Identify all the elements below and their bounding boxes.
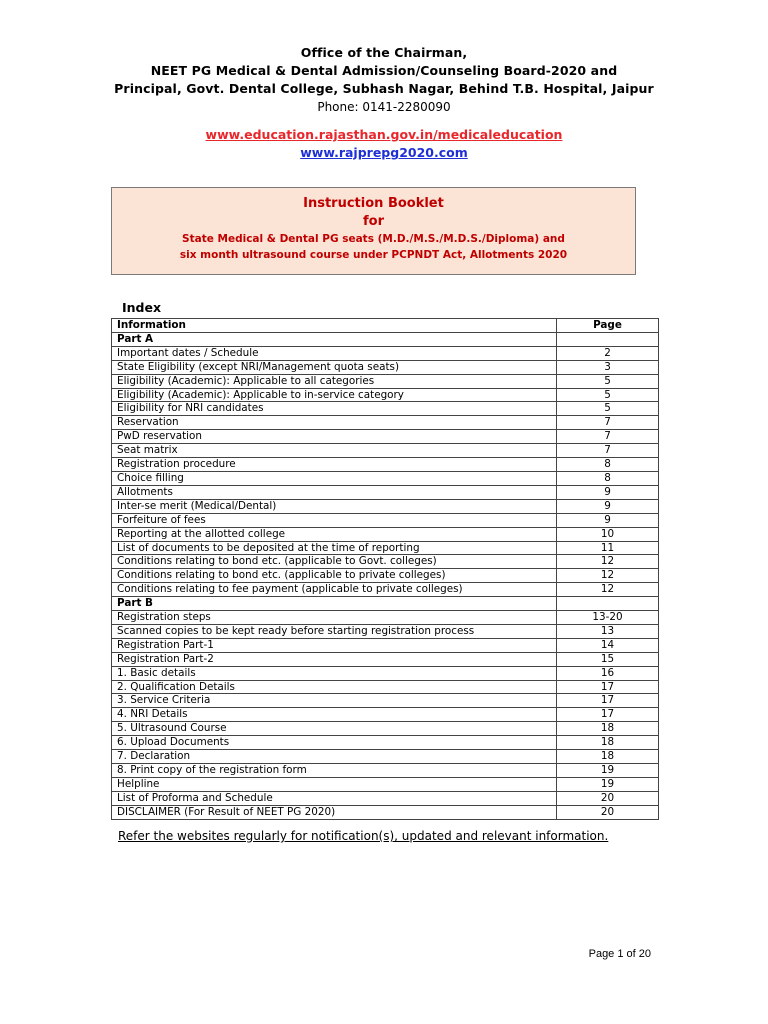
index-page-cell: 17	[557, 680, 659, 694]
website-links	[0, 126, 768, 162]
index-information-cell: Registration steps	[112, 611, 557, 625]
index-information-cell: 3. Service Criteria	[112, 694, 557, 708]
table-row	[112, 388, 659, 402]
board-line: NEET PG Medical & Dental Admission/Counseling Board-2020 and	[150, 63, 618, 78]
index-page-cell: 13-20	[557, 611, 659, 625]
rajprepg-website-link[interactable]: www.rajprepg2020.com	[300, 145, 468, 160]
instruction-booklet-box	[111, 187, 636, 275]
index-information-cell: 5. Ultrasound Course	[112, 722, 557, 736]
table-row	[112, 527, 659, 541]
address-line: Principal, Govt. Dental College, Subhash Nagar, Behind T.B. Hospital, Jaipur	[114, 81, 654, 96]
index-information-cell: List of Proforma and Schedule	[112, 791, 557, 805]
table-row	[112, 541, 659, 555]
index-information-cell: Forfeiture of fees	[112, 513, 557, 527]
index-page-cell: 8	[557, 471, 659, 485]
education-website-link[interactable]: www.education.rajasthan.gov.in/medicaleducation	[205, 127, 563, 142]
index-information-cell: Helpline	[112, 777, 557, 791]
index-page-cell: 20	[557, 791, 659, 805]
letterhead	[0, 44, 768, 116]
table-row	[112, 722, 659, 736]
table-row	[112, 402, 659, 416]
index-information-cell: Inter-se merit (Medical/Dental)	[112, 499, 557, 513]
index-page-cell: 7	[557, 444, 659, 458]
booklet-title: Instruction Booklet	[303, 196, 444, 211]
index-page-cell: 10	[557, 527, 659, 541]
index-page-cell: 19	[557, 764, 659, 778]
index-information-cell: Important dates / Schedule	[112, 346, 557, 360]
index-information-cell: List of documents to be deposited at the time of reporting	[112, 541, 557, 555]
index-page-cell: 9	[557, 513, 659, 527]
index-information-cell: Eligibility (Academic): Applicable to all categories	[112, 374, 557, 388]
index-information-cell: Registration procedure	[112, 458, 557, 472]
index-information-cell: Conditions relating to bond etc. (applicable to private colleges)	[112, 569, 557, 583]
table-row	[112, 777, 659, 791]
table-row	[112, 430, 659, 444]
booklet-subtitle-line-2: six month ultrasound course under PCPNDT Act, Allotments 2020	[179, 249, 568, 261]
table-row	[112, 583, 659, 597]
table-row	[112, 805, 659, 819]
index-page-cell: 12	[557, 583, 659, 597]
index-table	[111, 318, 659, 820]
index-page-cell: 17	[557, 694, 659, 708]
table-row	[112, 750, 659, 764]
table-row	[112, 764, 659, 778]
table-row	[112, 360, 659, 374]
table-row	[112, 791, 659, 805]
index-information-cell: DISCLAIMER (For Result of NEET PG 2020)	[112, 805, 557, 819]
index-information-cell: State Eligibility (except NRI/Management quota seats)	[112, 360, 557, 374]
table-row	[112, 708, 659, 722]
index-page-cell: 5	[557, 374, 659, 388]
index-page-cell: 18	[557, 722, 659, 736]
page-number: Page 1 of 20	[588, 948, 651, 960]
index-information-cell: Part A	[112, 332, 557, 346]
index-page-cell: 8	[557, 458, 659, 472]
table-row	[112, 736, 659, 750]
index-page-cell: 2	[557, 346, 659, 360]
table-row	[112, 694, 659, 708]
index-information-cell: Reservation	[112, 416, 557, 430]
table-row	[112, 611, 659, 625]
index-information-cell: Allotments	[112, 485, 557, 499]
index-page-cell: 14	[557, 638, 659, 652]
table-row	[112, 374, 659, 388]
index-page-cell: 12	[557, 569, 659, 583]
index-header-row	[112, 319, 659, 333]
table-row	[112, 499, 659, 513]
table-row	[112, 666, 659, 680]
index-page-cell	[557, 332, 659, 346]
index-page-cell: 18	[557, 750, 659, 764]
part-header-row	[112, 597, 659, 611]
booklet-for: for	[363, 214, 384, 229]
index-information-cell: 2. Qualification Details	[112, 680, 557, 694]
index-page-cell: 15	[557, 652, 659, 666]
table-row	[112, 471, 659, 485]
index-page-cell: 19	[557, 777, 659, 791]
table-row	[112, 680, 659, 694]
table-row	[112, 513, 659, 527]
index-information-cell: Scanned copies to be kept ready before starting registration process	[112, 624, 557, 638]
office-line: Office of the Chairman,	[300, 45, 468, 60]
booklet-subtitle-line-1: State Medical & Dental PG seats (M.D./M.S./M.D.S./Diploma) and	[182, 233, 565, 245]
index-information-cell: 1. Basic details	[112, 666, 557, 680]
index-information-cell: Eligibility (Academic): Applicable to in-service category	[112, 388, 557, 402]
part-header-row	[112, 332, 659, 346]
index-information-cell: 4. NRI Details	[112, 708, 557, 722]
index-page-cell: 5	[557, 402, 659, 416]
index-page-cell: 13	[557, 624, 659, 638]
table-row	[112, 416, 659, 430]
index-page-cell: 5	[557, 388, 659, 402]
table-row	[112, 638, 659, 652]
index-information-cell: Conditions relating to fee payment (applicable to private colleges)	[112, 583, 557, 597]
index-page-cell: 20	[557, 805, 659, 819]
index-page-cell: 3	[557, 360, 659, 374]
table-row	[112, 569, 659, 583]
index-information-cell: Seat matrix	[112, 444, 557, 458]
table-row	[112, 458, 659, 472]
table-row	[112, 444, 659, 458]
table-row	[112, 346, 659, 360]
index-page-cell: 9	[557, 499, 659, 513]
index-information-cell: Eligibility for NRI candidates	[112, 402, 557, 416]
table-row	[112, 624, 659, 638]
table-row	[112, 652, 659, 666]
index-information-cell: Reporting at the allotted college	[112, 527, 557, 541]
column-header-information: Information	[112, 319, 557, 333]
index-information-cell: PwD reservation	[112, 430, 557, 444]
index-page-cell: 18	[557, 736, 659, 750]
index-page-cell: 7	[557, 430, 659, 444]
table-row	[112, 555, 659, 569]
index-information-cell: 8. Print copy of the registration form	[112, 764, 557, 778]
index-heading: Index	[122, 300, 162, 315]
index-information-cell: Registration Part-2	[112, 652, 557, 666]
website-notice: Refer the websites regularly for notification(s), updated and relevant information.	[118, 829, 609, 843]
index-page-cell	[557, 597, 659, 611]
phone-line: Phone: 0141-2280090	[317, 100, 451, 114]
index-page-cell: 17	[557, 708, 659, 722]
index-page-cell: 11	[557, 541, 659, 555]
index-page-cell: 16	[557, 666, 659, 680]
table-row	[112, 485, 659, 499]
index-information-cell: Conditions relating to bond etc. (applicable to Govt. colleges)	[112, 555, 557, 569]
index-page-cell: 12	[557, 555, 659, 569]
index-information-cell: Choice filling	[112, 471, 557, 485]
index-information-cell: 7. Declaration	[112, 750, 557, 764]
index-information-cell: 6. Upload Documents	[112, 736, 557, 750]
index-information-cell: Part B	[112, 597, 557, 611]
index-page-cell: 9	[557, 485, 659, 499]
index-table-body	[112, 332, 659, 819]
column-header-page: Page	[557, 319, 659, 333]
index-page-cell: 7	[557, 416, 659, 430]
index-information-cell: Registration Part-1	[112, 638, 557, 652]
